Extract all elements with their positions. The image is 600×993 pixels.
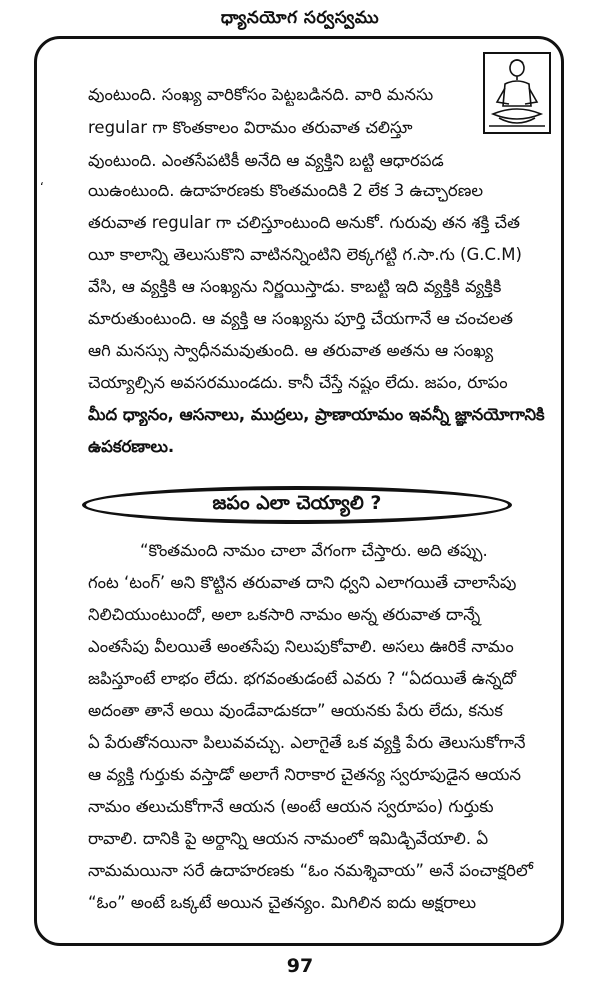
text-line: ఎంతసేపు వీలయితే అంతసేపు నిలుపుకోవాలి. అసలు ఊరికే నామం <box>88 637 514 656</box>
page-number: 97 <box>286 955 314 977</box>
running-head: ధ్యానయోగ సర్వస్వము <box>220 8 380 28</box>
section-heading: జపం ఎలా చెయ్యాలి ? <box>212 491 382 514</box>
text-line: మారుతుంటుంది. ఆ వ్యక్తి ఆ సంఖ్యను పూర్తి చేయగానే ఆ చంచలత <box>88 309 514 328</box>
text-line: ఉపకరణాలు. <box>88 437 175 456</box>
meditating-figure-icon <box>485 54 549 132</box>
text-line: ఆ వ్యక్తి గుర్తుకు వస్తాడో అలాగే నిరాకార చైతన్య స్వరూపుడైన ఆయన <box>88 765 522 784</box>
meditating-figure-illustration <box>483 52 551 134</box>
text-line: గంట ‘టంగ్’ అని కొట్టిన తరువాత దాని ధ్వని ఎలాగయితే చాలాసేపు <box>88 573 517 592</box>
text-line: ఆగి మనస్సు స్వాధీనమవుతుంది. ఆ తరువాత అతను ఆ సంఖ్య <box>88 341 494 360</box>
text-line: నామమయినా సరే ఉదాహరణకు “ఓం నమశ్శివాయ” అనే పంచాక్షరిలో <box>88 861 533 880</box>
margin-mark: ʻ <box>40 180 44 194</box>
text-line: అదంతా తానే అయి వుండేవాడుకదా” ఆయనకు పేరు లేదు, కనుక <box>88 701 503 720</box>
text-line: తరువాత regular గా చలిస్తూంటుంది అనుకో. గురువు తన శక్తి చేత <box>88 213 520 232</box>
text-line: “ఓం” అంటే ఒక్కటే అయిన చైతన్యం. మిగిలిన ఐదు అక్షరాలు <box>88 893 477 912</box>
text-line: చెయ్యాల్సిన అవసరముండదు. కానీ చేస్తే నష్టం లేదు. జపం, రూపం <box>88 373 508 392</box>
text-line: వుంటుంది. సంఖ్య వారికోసం పెట్టబడినది. వారి మనసు <box>88 85 434 104</box>
text-line: నామం తలుచుకోగానే ఆయన (అంటే ఆయన స్వరూపం) గుర్తుకు <box>88 797 494 816</box>
text-line: “కొంతమంది నామం చాలా వేగంగా చేస్తారు. అది తప్పు. <box>140 541 488 560</box>
text-line: regular గా కొంతకాలం విరామం తరువాత చలిస్తూ <box>88 118 413 137</box>
text-line: వేసి, ఆ వ్యక్తికి ఆ సంఖ్యను నిర్ణయిస్తాడు. కాబట్టి ఇది వ్యక్తికి వ్యక్తికి <box>88 277 502 296</box>
text-line: యీ కాలాన్ని తెలుసుకొని వాటినన్నింటిని లెక్కగట్టి గ.సా.గు (G.C.M) <box>88 245 522 264</box>
text-line: జపిస్తూంటే లాభం లేదు. భగవంతుడంటే ఎవరు ? “ఏదయితే ఉన్నదో <box>88 669 516 688</box>
text-line: వుంటుంది. ఎంతసేపటికీ అనేది ఆ వ్యక్తిని బట్టి ఆధారపడ <box>88 151 444 170</box>
text-line: మీద ధ్యానం, ఆసనాలు, ముద్రలు, ప్రాణాయామం ఇవన్నీ జ్ఞానయోగానికి <box>88 405 545 424</box>
text-line: నిలిచియుంటుందో, అలా ఒకసారి నామం అన్న తరువాత దాన్నే <box>88 605 481 624</box>
text-line: యిఉంటుంది. ఉదాహరణకు కొంతమందికి 2 లేక 3 ఉచ్ఛారణల <box>88 181 484 200</box>
text-line: రావాలి. దానికి పై అర్థాన్ని ఆయన నామంలో ఇమిడ్చివేయాలి. ఏ <box>88 829 489 848</box>
text-line: ఏ పేరుతోనయినా పిలువవచ్చు. ఎలాగైతే ఒక వ్యక్తి పేరు తెలుసుకోగానే <box>88 733 526 752</box>
section-heading-oval <box>82 486 512 524</box>
